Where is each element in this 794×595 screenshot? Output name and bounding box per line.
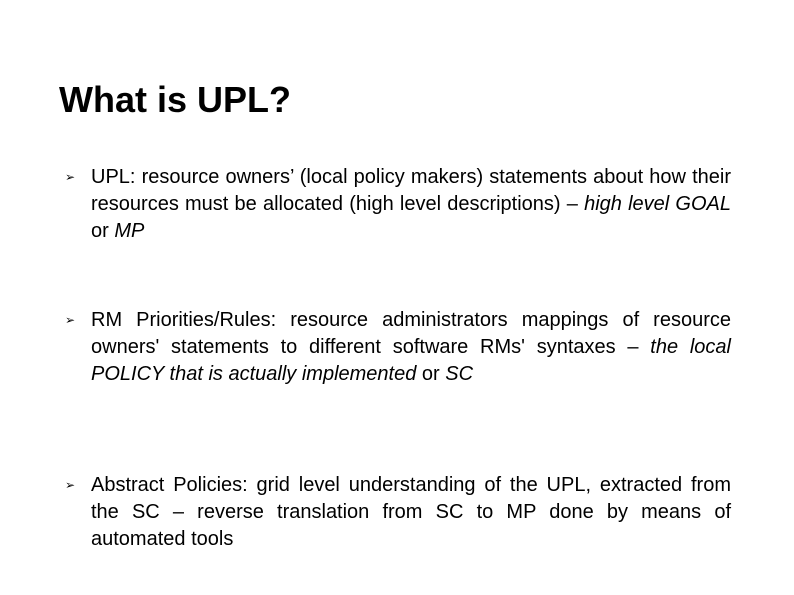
bullet-text-emphasis: MP (114, 220, 145, 242)
bullet-upl (65, 164, 731, 245)
arrow-bullet-icon: ➢ (65, 170, 76, 184)
bullet-text-part: RM Priorities/Rules: resource administrators mappings of resource owners' statements to different software RMs' syntaxes – (91, 309, 731, 358)
arrow-bullet-icon: ➢ (65, 478, 76, 492)
bullet-text-part: or (416, 363, 446, 385)
bullet-text-emphasis: SC (445, 363, 474, 385)
bullet-text-part: UPL: resource owners’ (local policy makers) statements about how their resources must be allocated (high level descriptions) – (91, 166, 731, 215)
bullet-text (91, 307, 731, 388)
bullet-rm-priorities (65, 307, 731, 388)
slide-title: What is UPL? (59, 79, 291, 120)
bullet-text-emphasis: the local POLICY that is actually implemented (91, 336, 731, 385)
arrow-bullet-icon: ➢ (65, 313, 76, 327)
bullet-text-part: or (91, 220, 115, 242)
bullet-abstract-policies (65, 472, 731, 553)
bullet-text (91, 164, 731, 245)
bullet-text: Abstract Policies: grid level understanding of the UPL, extracted from the SC – reverse translation from SC to MP done by means of automated tools (91, 474, 731, 550)
bullet-text-emphasis: high level GOAL (584, 193, 731, 215)
